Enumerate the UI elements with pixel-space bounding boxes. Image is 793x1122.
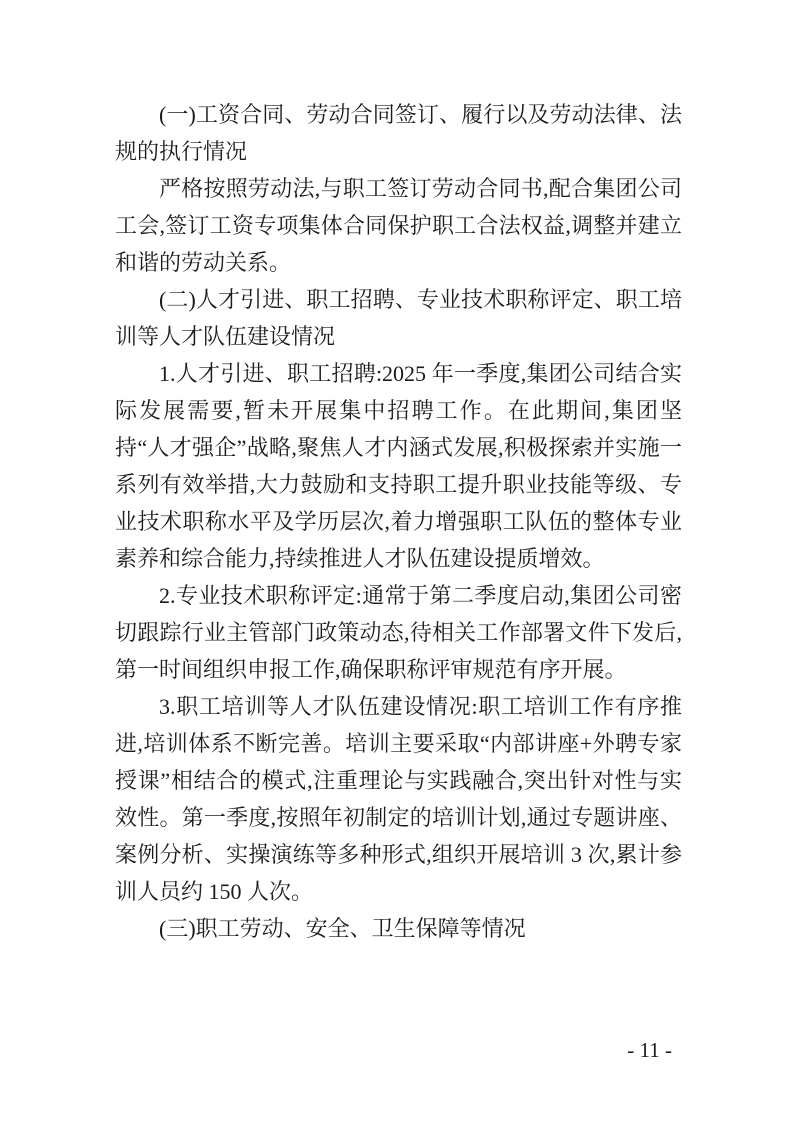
section-heading-2: (二)人才引进、职工招聘、专业技术职称评定、职工培训等人才队伍建设情况 xyxy=(115,287,682,349)
section-heading-1: (一)工资合同、劳动合同签订、履行以及劳动法律、法规的执行情况 xyxy=(115,102,682,164)
paragraph-staff-training: 3.职工培训等人才队伍建设情况:职工培训工作有序推进,培训体系不断完善。培训主要采取“内部讲座+外聘专家授课”相结合的模式,注重理论与实践融合,突出针对性与实效性。第一季度,按照年初制定的培训计划,通过专题讲座、案例分析、实操演练等多种形式,组织开展培训 3 次,累计参训人员约 150 人次。 xyxy=(115,694,682,904)
page-number: - 11 - xyxy=(627,1038,672,1062)
page-footer xyxy=(627,1038,672,1062)
paragraph-labor-contract: 严格按照劳动法,与职工签订劳动合同书,配合集团公司工会,签订工资专项集体合同保护职工合法权益,调整并建立和谐的劳动关系。 xyxy=(115,176,682,275)
document-content xyxy=(115,96,682,947)
paragraph-talent-recruitment: 1.人才引进、职工招聘:2025 年一季度,集团公司结合实际发展需要,暂未开展集中招聘工作。在此期间,集团坚持“人才强企”战略,聚焦人才内涵式发展,积极探索并实施一系列有效举措,大力鼓励和支持职工提升职业技能等级、专业技术职称水平及学历层次,着力增强职工队伍的整体专业素养和综合能力,持续推进人才队伍建设提质增效。 xyxy=(115,361,682,571)
section-heading-3: (三)职工劳动、安全、卫生保障等情况 xyxy=(159,916,526,941)
paragraph-title-evaluation: 2.专业技术职称评定:通常于第二季度启动,集团公司密切跟踪行业主管部门政策动态,待相关工作部署文件下发后,第一时间组织申报工作,确保职称评审规范有序开展。 xyxy=(115,583,682,682)
